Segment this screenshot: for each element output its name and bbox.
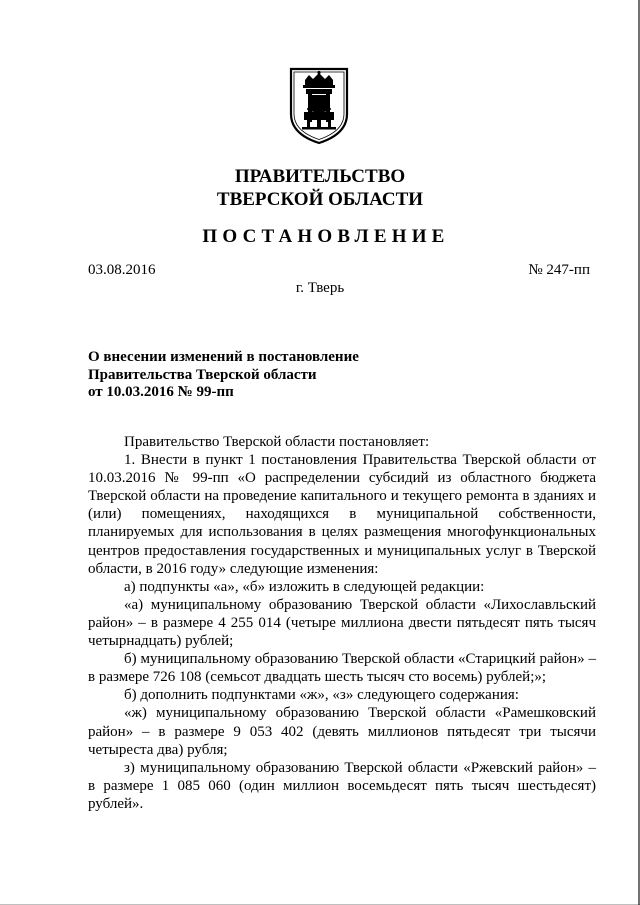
body-paragraph: б) дополнить подпунктами «ж», «з» следующего содержания: xyxy=(124,687,519,704)
organization-name-line1: ПРАВИТЕЛЬСТВО xyxy=(234,166,406,187)
document-number: № 247-пп xyxy=(528,262,590,278)
body-paragraph: б) муниципальному образованию Тверской области «Старицкий район» – в размере 726 108 (семьсот двадцать шесть тысяч сто восемь) рублей;»; xyxy=(88,651,596,686)
body-paragraph: «ж) муниципальному образованию Тверской области «Рамешковский район» – в размере 9 053 402 (девять миллионов пятьдесят три тысячи четыреста два) рубля; xyxy=(88,705,596,758)
subject-line: О внесении изменений в постановление xyxy=(88,349,359,365)
subject-line: от 10.03.2016 № 99-пп xyxy=(88,384,234,401)
document-body xyxy=(88,433,596,813)
subject-line: Правительства Тверской области xyxy=(88,366,317,383)
coat-of-arms-icon xyxy=(288,66,350,146)
body-paragraph: «а) муниципальному образованию Тверской области «Лихославльский район» – в размере 4 255 014 (четыре миллиона двести пятьдесят пять тысяч четырнадцать) рублей; xyxy=(88,596,596,650)
body-paragraph: 1. Внести в пункт 1 постановления Правительства Тверской области от 10.03.2016 № 99-пп «О распределении субсидий из областного бюджета Тверской области на проведение капитального и текущего ремонта в зданиях и (или) помещениях, находящихся в муниципальной собственности, планируемых для использования в целях размещения многофункциональных центров предоставления государственных и муниципальных услуг в Тверской области, в 2016 году» следующие изменения: xyxy=(88,452,596,577)
document-type: ПОСТАНОВЛЕНИЕ xyxy=(202,226,450,247)
organization-name-line2: ТВЕРСКОЙ ОБЛАСТИ xyxy=(216,189,424,210)
document-subject xyxy=(88,349,359,402)
document-city: г. Тверь xyxy=(295,280,345,296)
body-paragraph: з) муниципальному образованию Тверской области «Ржевский район» – в размере 1 085 060 (один миллион восемьдесят пять тысяч шестьдесят) рублей». xyxy=(88,759,596,812)
body-paragraph: а) подпункты «а», «б» изложить в следующей редакции: xyxy=(124,578,485,595)
document-date: 03.08.2016 xyxy=(88,262,156,278)
body-paragraph: Правительство Тверской области постановляет: xyxy=(124,434,430,450)
